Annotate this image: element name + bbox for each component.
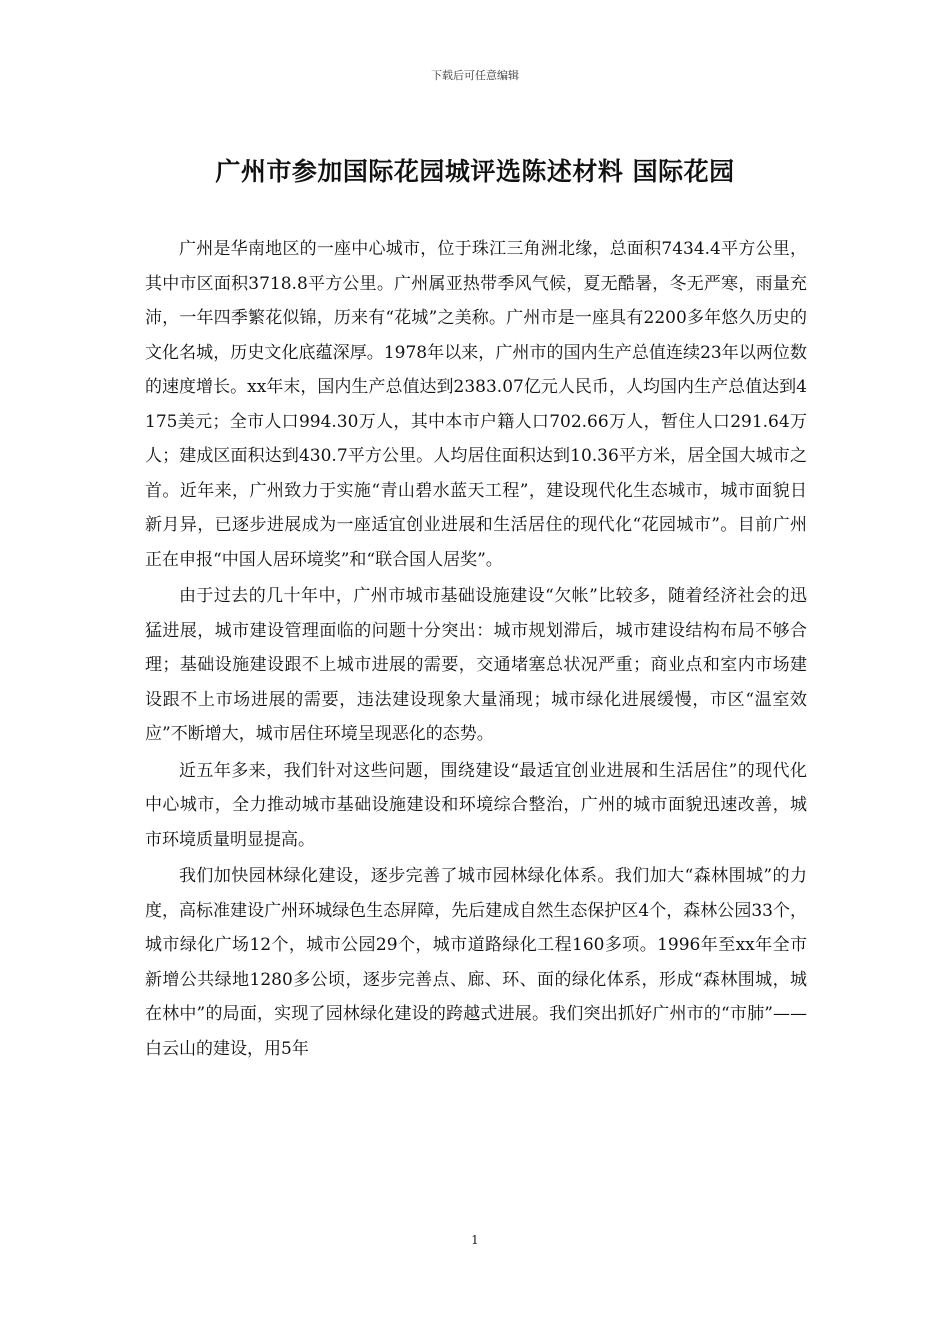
paragraph: 广州是华南地区的一座中心城市，位于珠江三角洲北缘，总面积7434.4平方公里，其中市区面积3718.8平方公里。广州属亚热带季风气候，夏无酷暑，冬无严寒，雨量充沛，一年四季繁花似锦，历来有“花城”之美称。广州市是一座具有2200多年悠久历史的文化名城，历史文化底蕴深厚。1978年以来，广州市的国内生产总值连续23年以两位数的速度增长。xx年末，国内生产总值达到2383.07亿元人民币，人均国内生产总值达到4175美元；全市人口994.30万人，其中本市户籍人口702.66万人，暂住人口291.64万人；建成区面积达到430.7平方公里。人均居住面积达到10.36平方米，居全国大城市之首。近年来，广州致力于实施“青山碧水蓝天工程”，建设现代化生态城市，城市面貌日新月异，已逐步进展成为一座适宜创业进展和生活居住的现代化“花园城市”。目前广州正在申报“中国人居环境奖”和“联合国人居奖”。	[145, 239, 807, 570]
header-note: 下载后可任意编辑	[431, 69, 519, 82]
page-number: 1	[471, 1233, 479, 1247]
paragraph: 我们加快园林绿化建设，逐步完善了城市园林绿化体系。我们加大“森林围城”的力度，高标准建设广州环城绿色生态屏障，先后建成自然生态保护区4个，森林公园33个，城市绿化广场12个，城市公园29个，城市道路绿化工程160多项。1996年至xx年全市新增公共绿地1280多公顷，逐步完善点、廊、环、面的绿化体系，形成“森林围城，城在林中”的局面，实现了园林绿化建设的跨越式进展。我们突出抓好广州市的“市肺”——白云山的建设，用5年	[145, 866, 807, 1059]
paragraph: 由于过去的几十年中，广州市城市基础设施建设“欠帐”比较多，随着经济社会的迅猛进展，城市建设管理面临的问题十分突出：城市规划滞后，城市建设结构布局不够合理；基础设施建设跟不上城市进展的需要，交通堵塞总状况严重；商业点和室内市场建设跟不上市场进展的需要，违法建设现象大量涌现；城市绿化进展缓慢，市区“温室效应”不断增大，城市居住环境呈现恶化的态势。	[145, 586, 807, 744]
paragraph: 近五年多来，我们针对这些问题，围绕建设“最适宜创业进展和生活居住”的现代化中心城市，全力推动城市基础设施建设和环境综合整治，广州的城市面貌迅速改善，城市环境质量明显提高。	[145, 760, 807, 850]
document-title: 广州市参加国际花园城评选陈述材料 国际花园	[215, 157, 735, 186]
document-body	[145, 232, 807, 1068]
